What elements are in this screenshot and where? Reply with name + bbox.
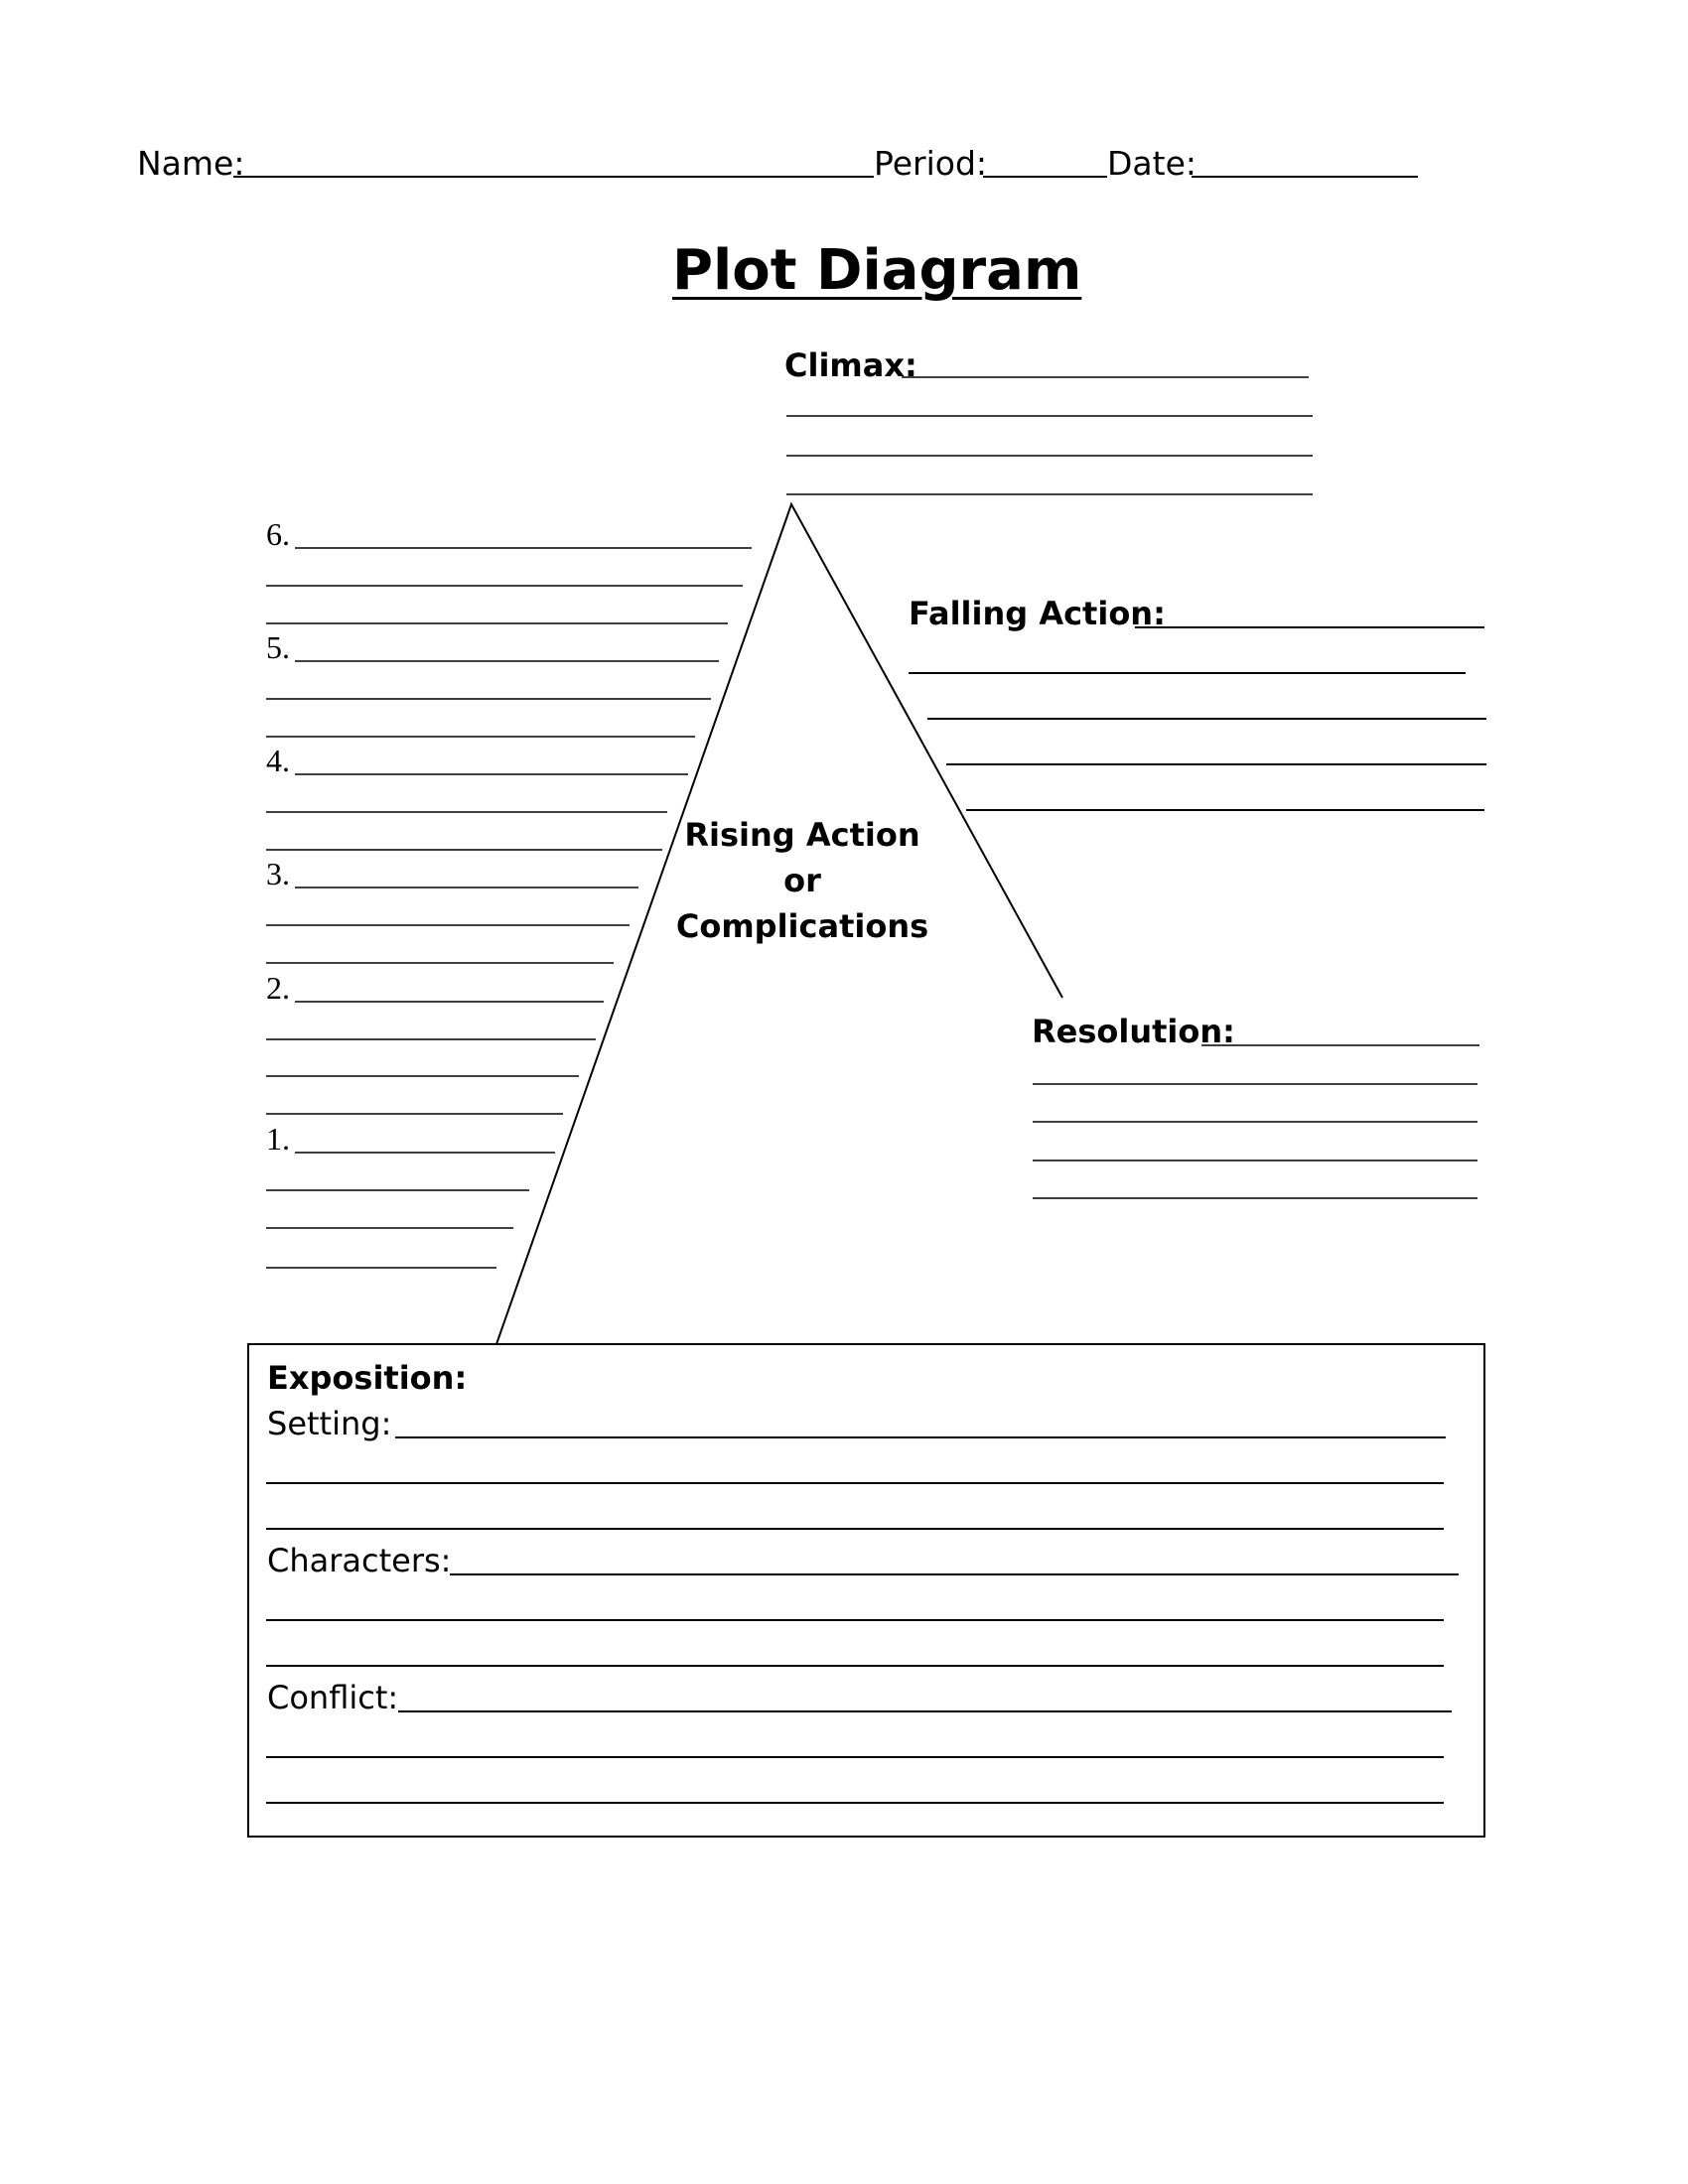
rising-step-number: 4.	[266, 743, 290, 778]
rising-step-number: 2.	[266, 970, 290, 1006]
date-label: Date:	[1107, 144, 1196, 183]
rising-action-line2: or	[783, 862, 821, 899]
rising-step-number: 1.	[266, 1121, 290, 1157]
rising-step-number: 3.	[266, 856, 290, 891]
rising-action-line1: Rising Action	[684, 816, 920, 854]
resolution-label: Resolution:	[1032, 1013, 1235, 1050]
rising-action-label	[653, 812, 951, 949]
name-label: Name:	[137, 144, 245, 183]
falling-action-label: Falling Action:	[909, 595, 1166, 632]
rising-action-line3: Complications	[675, 907, 929, 945]
characters-label: Characters:	[267, 1542, 452, 1579]
setting-label: Setting:	[267, 1405, 392, 1442]
rising-step-number: 6.	[266, 516, 290, 552]
exposition-box	[247, 1343, 1485, 1838]
rising-step-number: 5.	[266, 629, 290, 665]
conflict-label: Conflict:	[267, 1679, 399, 1716]
climax-label: Climax:	[784, 346, 917, 384]
exposition-label: Exposition:	[267, 1359, 468, 1397]
period-label: Period:	[874, 144, 988, 183]
page-title: Plot Diagram	[672, 238, 1082, 303]
